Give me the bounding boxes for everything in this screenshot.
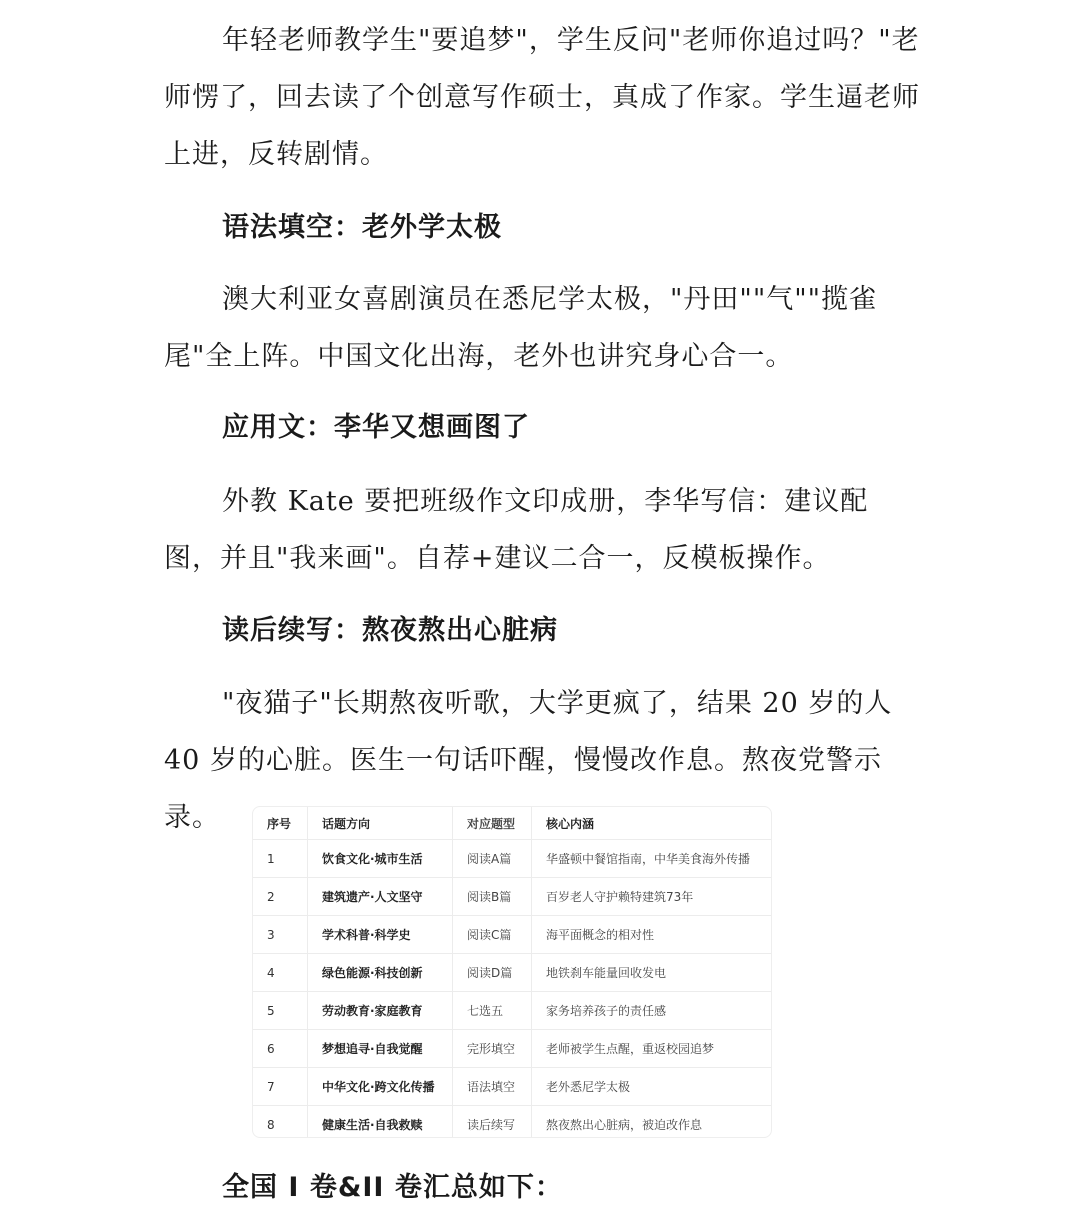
cell-index: 2: [253, 878, 308, 916]
cell-type: 阅读C篇: [453, 916, 532, 954]
cell-topic: 学术科普·科学史: [308, 916, 453, 954]
cell-index: 3: [253, 916, 308, 954]
cell-meaning: 海平面概念的相对性: [532, 916, 772, 954]
table-row: [253, 878, 771, 916]
section-heading: 全国 I 卷&II 卷汇总如下：: [222, 1172, 563, 1203]
cell-topic: 梦想追寻·自我觉醒: [308, 1030, 453, 1068]
cell-index: 6: [253, 1030, 308, 1068]
table-row: [253, 1068, 771, 1106]
header-topic: 话题方向: [308, 807, 453, 840]
cell-topic: 建筑遗产·人文坚守: [308, 878, 453, 916]
cell-meaning: 老外悉尼学太极: [532, 1068, 772, 1106]
cell-meaning: 华盛顿中餐馆指南，中华美食海外传播: [532, 840, 772, 878]
paragraph-letter: [164, 473, 920, 587]
section-heading: 读后续写：熬夜熬出心脏病: [222, 615, 558, 646]
cell-topic: 饮食文化·城市生活: [308, 840, 453, 878]
cell-meaning: 老师被学生点醒，重返校园追梦: [532, 1030, 772, 1068]
cell-meaning: 地铁刹车能量回收发电: [532, 954, 772, 992]
table-row: [253, 954, 771, 992]
cell-topic: 劳动教育·家庭教育: [308, 992, 453, 1030]
paragraph-text: 外教 Kate 要把班级作文印成册，李华写信：建议配图，并且"我来画"。自荐+建议二合一，反模板操作。: [164, 486, 869, 574]
paragraph-text: "夜猫子"长期熬夜听歌，大学更疯了，结果 20 岁的人 40 岁的心脏。医生一句话吓醒，慢慢改作息。熬夜党警示录。: [164, 688, 893, 833]
cell-meaning: 家务培养孩子的责任感: [532, 992, 772, 1030]
cell-index: 4: [253, 954, 308, 992]
cell-topic: 健康生活·自我救赎: [308, 1106, 453, 1139]
table-header-row: [253, 807, 771, 840]
paragraph-text: 年轻老师教学生"要追梦"，学生反问"老师你追过吗？"老师愣了，回去读了个创意写作硕士，真成了作家。学生逼老师上进，反转剧情。: [164, 25, 920, 170]
cell-type: 完形填空: [453, 1030, 532, 1068]
cell-topic: 绿色能源·科技创新: [308, 954, 453, 992]
table-row: [253, 840, 771, 878]
cell-type: 阅读D篇: [453, 954, 532, 992]
cell-type: 读后续写: [453, 1106, 532, 1139]
cell-topic: 中华文化·跨文化传播: [308, 1068, 453, 1106]
cell-index: 5: [253, 992, 308, 1030]
cell-index: 1: [253, 840, 308, 878]
topics-table: [252, 806, 772, 1138]
cell-index: 8: [253, 1106, 308, 1139]
table-row: [253, 916, 771, 954]
cell-type: 阅读A篇: [453, 840, 532, 878]
header-type: 对应题型: [453, 807, 532, 840]
paragraph-text: 澳大利亚女喜剧演员在悉尼学太极，"丹田""气""揽雀尾"全上阵。中国文化出海，老外也讲究身心合一。: [164, 284, 878, 372]
table-row: [253, 1106, 771, 1139]
cell-meaning: 百岁老人守护赖特建筑73年: [532, 878, 772, 916]
paragraph-dream: [164, 12, 920, 183]
header-meaning: 核心内涵: [532, 807, 772, 840]
cell-meaning: 熬夜熬出心脏病，被迫改作息: [546, 1118, 703, 1132]
cell-type: 语法填空: [453, 1068, 532, 1106]
cell-type: 七选五: [453, 992, 532, 1030]
cell-index: 7: [253, 1068, 308, 1106]
table-row: [253, 992, 771, 1030]
section-heading: 应用文：李华又想画图了: [222, 412, 530, 443]
paragraph-taiji: [164, 271, 920, 385]
section-heading: 语法填空：老外学太极: [222, 212, 502, 243]
header-index: 序号: [253, 807, 308, 840]
table-row: [253, 1030, 771, 1068]
cell-type: 阅读B篇: [453, 878, 532, 916]
